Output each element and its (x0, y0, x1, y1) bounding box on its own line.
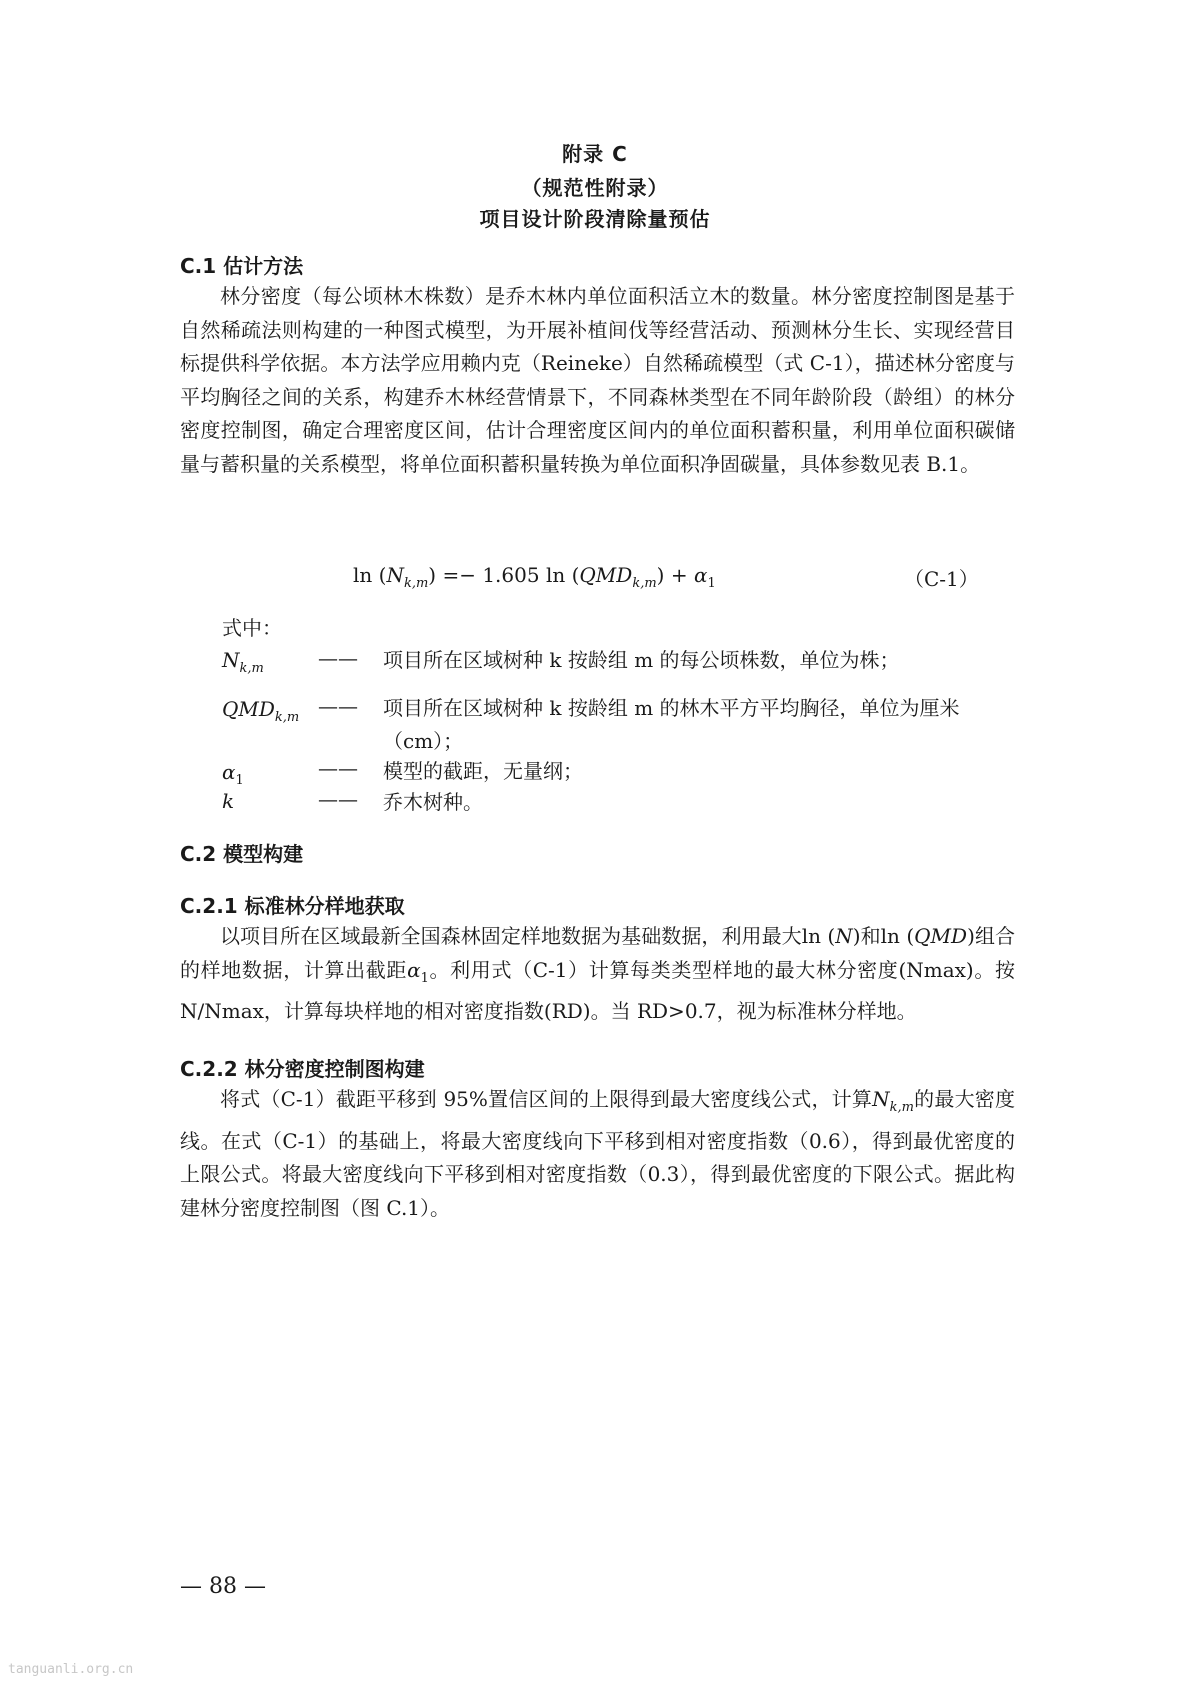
def-dash: —— (318, 694, 358, 718)
def-dash: —— (318, 787, 358, 811)
section-c1-heading: C.1 估计方法 (180, 254, 304, 278)
where-label: 式中： (222, 616, 282, 640)
appendix-label: 附录 C (562, 142, 628, 166)
def-text-k: 乔木树种。 (383, 790, 483, 814)
def-symbol-k: k (222, 789, 235, 813)
section-c21-heading: C.2.1 标准林分样地获取 (180, 894, 405, 918)
section-c21-paragraph: 以项目所在区域最新全国森林固定样地数据为基础数据，利用最大ln (N)和ln (QMD)组合的样地数据，计算出截距$\alpha_1$。利用式（C-1）计算每类类型样地的最大林分密度(Nmax)。按 N/Nmax，计算每块样地的相对密度指数(RD)。当 RD>0.7，视为标准林分样地。 (180, 924, 1016, 1024)
appendix-type: （规范性附录） (521, 176, 669, 200)
def-dash: —— (318, 646, 358, 670)
def-dash: —— (318, 756, 358, 780)
formula-label: （C-1） (904, 567, 979, 591)
def-text-alpha: 模型的截距，无量纲； (383, 759, 583, 783)
formula-c1: $\ln (N_{k,m}) =- 1.605$ $\ln (QMD_{k,m}) + \alpha_1$ (353, 563, 716, 591)
section-c22-heading: C.2.2 林分密度控制图构建 (180, 1057, 425, 1081)
section-c22-paragraph: 将式（C-1）截距平移到 95%置信区间的上限得到最大密度线公式，计算$N_{k,m}$的最大密度线。在式（C-1）的基础上，将最大密度线向下平移到相对密度指数（0.6），得到最优密度的上限公式。将最大密度线向下平移到相对密度指数（0.3），得到最优密度的下限公式。据此构建林分密度控制图（图 C.1）。 (180, 1087, 1015, 1220)
def-text-n: 项目所在区域树种 k 按龄组 m 的每公顷株数，单位为株； (383, 648, 900, 672)
def-text-qmd: 项目所在区域树种 k 按龄组 m 的林木平方平均胸径，单位为厘米（cm）； (383, 696, 960, 753)
section-c1-paragraph: 林分密度（每公顷林木株数）是乔木林内单位面积活立木的数量。林分密度控制图是基于自然稀疏法则构建的一种图式模型，为开展补植间伐等经营活动、预测林分生长、实现经营目标提供科学依据。本方法学应用赖内克（Reineke）自然稀疏模型（式 C-1），描述林分密度与平均胸径之间的关系，构建乔木林经营情景下，不同森林类型在不同年龄阶段（龄组）的林分密度控制图，确定合理密度区间，估计合理密度区间内的单位面积蓄积量，利用单位面积碳储量与蓄积量的关系模型，将单位面积蓄积量转换为单位面积净固碳量，具体参数见表 B.1。 (180, 284, 1015, 476)
def-symbol-alpha: $\alpha_1$ (222, 760, 244, 788)
appendix-title: 项目设计阶段清除量预估 (479, 207, 711, 231)
page-number: — 88 — (180, 1574, 266, 1599)
section-c2-heading: C.2 模型构建 (180, 842, 304, 866)
def-symbol-n: $N_{k,m}$ (222, 648, 264, 676)
def-symbol-qmd: $QMD_{k,m}$ (222, 697, 300, 725)
watermark: tanguanli.org.cn (8, 1662, 134, 1677)
